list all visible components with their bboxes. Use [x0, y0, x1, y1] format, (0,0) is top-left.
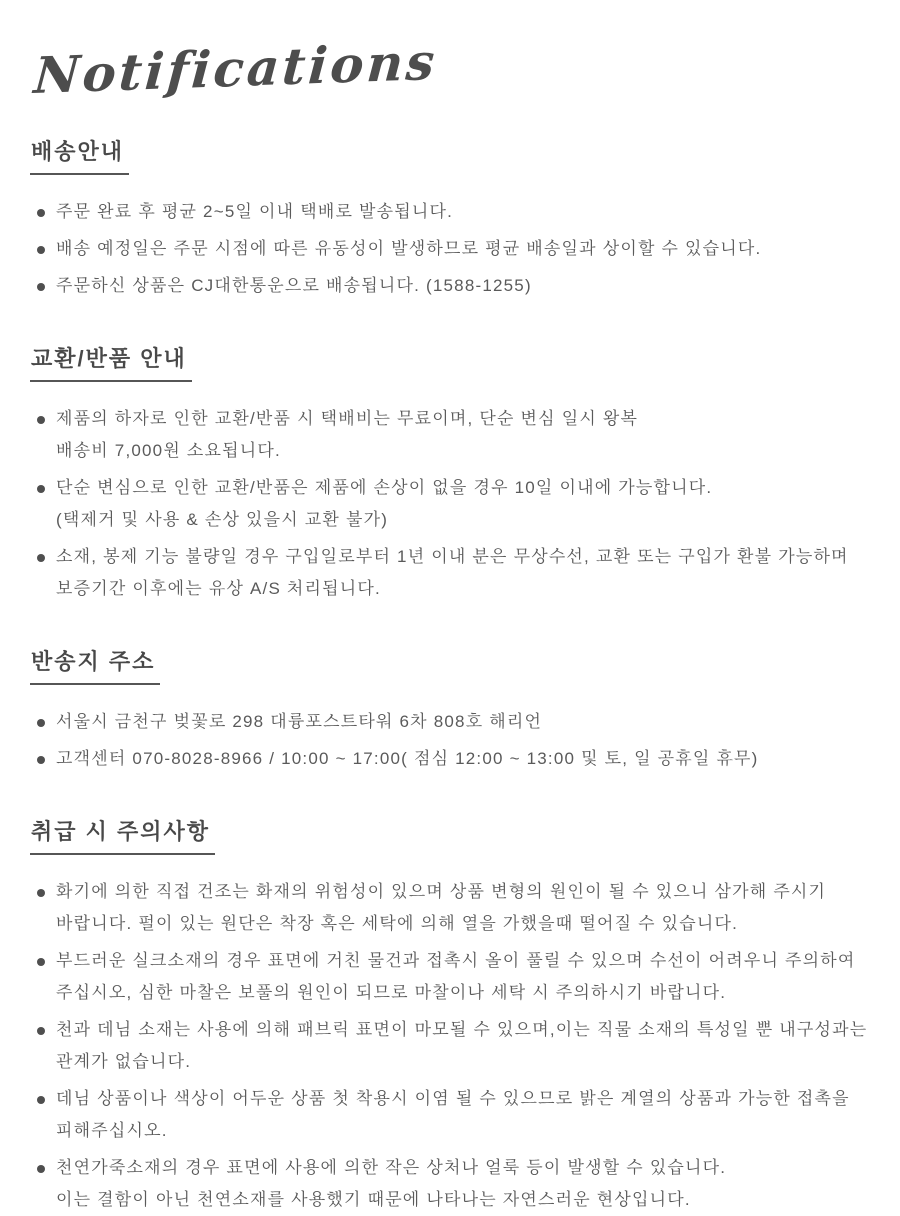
- section-handling-precautions: [30, 815, 872, 1216]
- notice-line: 배송 예정일은 주문 시점에 따른 유동성이 발생하므로 평균 배송일과 상이할 수 있습니다.: [56, 239, 762, 258]
- list-item: [30, 1152, 872, 1216]
- list-item: [30, 472, 872, 536]
- list-item: [30, 403, 872, 467]
- section-title-shipping: 배송안내: [30, 135, 129, 175]
- notice-line: 소재, 봉제 기능 불량일 경우 구입일로부터 1년 이내 분은 무상수선, 교환 또는 구입가 환불 가능하며: [56, 547, 849, 566]
- bullet-icon: [37, 554, 45, 562]
- list-item: [30, 1083, 872, 1147]
- list-item: [30, 1014, 872, 1078]
- notice-line: 이는 결함이 아닌 천연소재를 사용했기 때문에 나타나는 자연스러운 현상입니다.: [56, 1190, 691, 1209]
- list-item: [30, 541, 872, 605]
- list-item: [30, 743, 872, 775]
- notice-line: 주십시오, 심한 마찰은 보풀의 원인이 되므로 마찰이나 세탁 시 주의하시기 바랍니다.: [56, 983, 727, 1002]
- section-return-address: [30, 645, 872, 775]
- notice-line: 관계가 없습니다.: [56, 1052, 192, 1071]
- shipping-notice-list: [30, 196, 872, 302]
- list-item: [30, 945, 872, 1009]
- bullet-icon: [37, 719, 45, 727]
- bullet-icon: [37, 958, 45, 966]
- list-item: [30, 196, 872, 228]
- notice-line: 천연가죽소재의 경우 표면에 사용에 의한 작은 상처나 얼룩 등이 발생할 수 있습니다.: [56, 1158, 727, 1177]
- bullet-icon: [37, 416, 45, 424]
- notice-line: 고객센터 070-8028-8966 / 10:00 ~ 17:00( 점심 12:00 ~ 13:00 및 토, 일 공휴일 휴무): [56, 749, 759, 768]
- bullet-icon: [37, 1165, 45, 1173]
- notice-line: 주문 완료 후 평균 2~5일 이내 택배로 발송됩니다.: [56, 202, 454, 221]
- notice-line: 제품의 하자로 인한 교환/반품 시 택배비는 무료이며, 단순 변심 일시 왕복: [56, 409, 639, 428]
- notice-line: 화기에 의한 직접 건조는 화재의 위험성이 있으며 상품 변형의 원인이 될 수 있으니 삼가해 주시기: [56, 882, 827, 901]
- notice-line: 바랍니다. 펄이 있는 원단은 착장 혹은 세탁에 의해 열을 가했을때 떨어질 수 있습니다.: [56, 914, 739, 933]
- notice-line: 부드러운 실크소재의 경우 표면에 거친 물건과 접촉시 올이 풀릴 수 있으며 수선이 어려우니 주의하여: [56, 951, 856, 970]
- notice-line: 배송비 7,000원 소요됩니다.: [56, 441, 281, 460]
- exchange-return-notice-list: [30, 403, 872, 605]
- handling-precautions-notice-list: [30, 876, 872, 1216]
- list-item: [30, 270, 872, 302]
- notice-line: (택제거 및 사용 & 손상 있을시 교환 불가): [56, 510, 389, 529]
- return-address-notice-list: [30, 706, 872, 775]
- bullet-icon: [37, 283, 45, 291]
- bullet-icon: [37, 485, 45, 493]
- notice-line: 천과 데님 소재는 사용에 의해 패브릭 표면이 마모될 수 있으며,이는 직물 소재의 특성일 뿐 내구성과는: [56, 1020, 868, 1039]
- notice-line: 주문하신 상품은 CJ대한통운으로 배송됩니다. (1588-1255): [56, 276, 532, 295]
- bullet-icon: [37, 246, 45, 254]
- notice-line: 서울시 금천구 벚꽃로 298 대륭포스트타워 6차 808호 해리언: [56, 712, 543, 731]
- section-exchange-return: [30, 342, 872, 605]
- page-title: Notifications: [32, 31, 440, 105]
- list-item: [30, 876, 872, 940]
- section-title-return-address: 반송지 주소: [30, 645, 160, 685]
- notice-line: 피해주십시오.: [56, 1121, 168, 1140]
- bullet-icon: [37, 889, 45, 897]
- notice-line: 보증기간 이후에는 유상 A/S 처리됩니다.: [56, 579, 381, 598]
- section-shipping-info: [30, 135, 872, 302]
- section-title-exchange-return: 교환/반품 안내: [30, 342, 192, 382]
- bullet-icon: [37, 209, 45, 217]
- bullet-icon: [37, 756, 45, 764]
- bullet-icon: [37, 1027, 45, 1035]
- list-item: [30, 706, 872, 738]
- bullet-icon: [37, 1096, 45, 1104]
- section-title-handling-precautions: 취급 시 주의사항: [30, 815, 215, 855]
- notice-line: 단순 변심으로 인한 교환/반품은 제품에 손상이 없을 경우 10일 이내에 가능합니다.: [56, 478, 713, 497]
- list-item: [30, 233, 872, 265]
- notice-line: 데님 상품이나 색상이 어두운 상품 첫 착용시 이염 될 수 있으므로 밝은 계열의 상품과 가능한 접촉을: [56, 1089, 850, 1108]
